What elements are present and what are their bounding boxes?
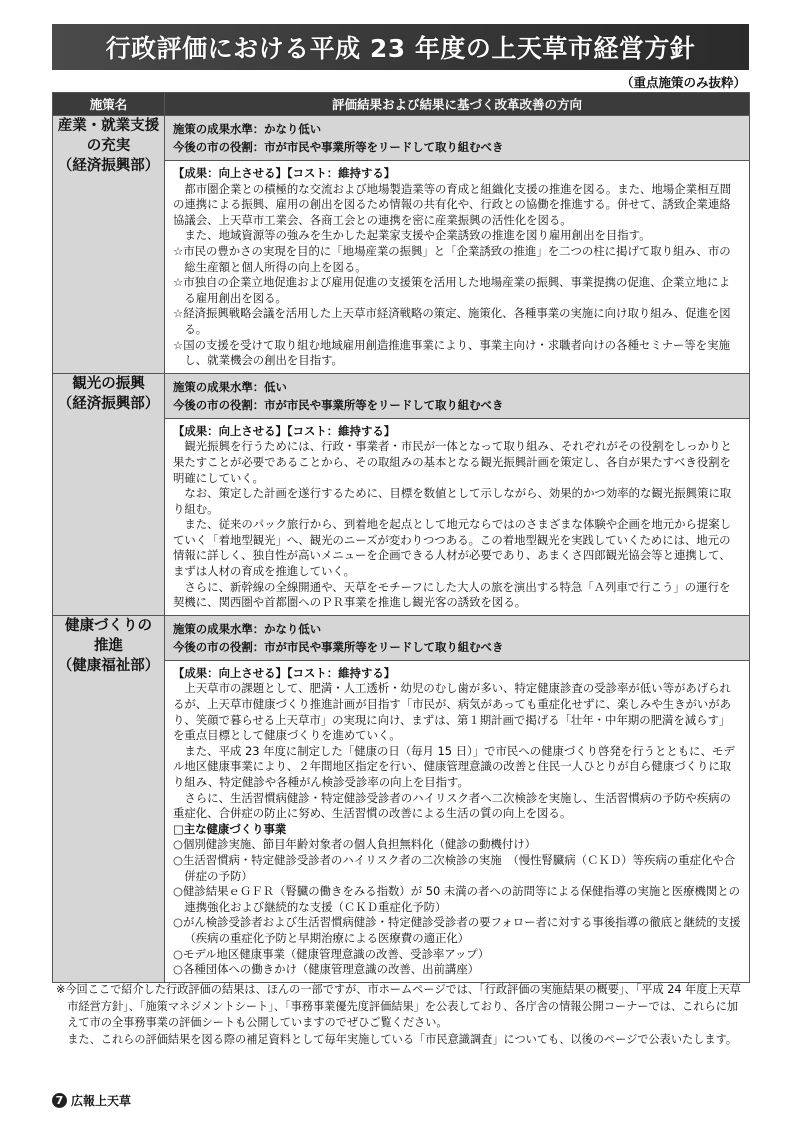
table-header-row [53,93,750,116]
policy-name-line: の充実 [86,138,131,154]
bullet-item: ○各種団体への働きかけ（健康管理意識の改善、出前講座） [173,962,480,977]
publication-name: 広報上天草 [71,1094,132,1108]
outcome-level-box [165,374,749,419]
outcome-level: 施策の成果水準：かなり低い [173,621,322,636]
evaluation-body [165,161,749,373]
direction-heading: 【成果：向上させる】【コスト：維持する】 [173,665,396,680]
policy-name-cell [53,373,165,615]
page-title: 行政評価における平成 23 年度の上天草市経営方針 [105,34,696,63]
policy-name-line: （経済振興部） [57,395,160,412]
bullet-item: ○健診結果ｅＧＦＲ（腎臓の働きをみる指数）が 50 未満の者への訪問等による保健指導の実施と医療機関との連携強化および継続的な支援（ＣＫＤ重症化予防） [173,884,741,914]
outcome-level-box [165,616,749,661]
paragraph: また、従来のパック旅行から、到着地を起点として地元ならではのさまざまな体験や企画を地元から提案していく「着地型観光」へ、観光のニーズが変わりつつある。この着地型観光を実践していくためには、地元の情報に詳しく、独自性が高いメニューを企画できる人材が必要であり、あまくさ四郎観光協会等と連携して、まずは人材の育成を推進していく。 [173,517,732,579]
evaluation-body [165,419,749,615]
policy-name-cell [53,615,165,982]
paragraph: 上天草市の課題として、肥満・人工透析・幼児のむし歯が多い、特定健康診査の受診率が低い等があげられるが、上天草市健康づくり推進計画が目指す「市民が、病気があっても重症化せずに、楽しみや生きがいがあり、笑顔で暮らせる上天草市」の実現に向け、まずは、第１期計画で掲げる「壮年・中年期の肥満を減らす」を重点目標として健康づくりを進めていく。 [173,681,732,743]
bullet-item: ☆経済振興戦略会議を活用した上天草市経済戦略の策定、施策化、各種事業の実施に向け取り組み、促進を図る。 [173,306,731,336]
bullet-item: ○個別健診実施、節目年齢対象者の個人負担無料化（健診の動機付け） [173,837,537,852]
bullet-item: ☆市民の豊かさの実現を目的に「地場産業の振興」と「企業誘致の推進」を二つの柱に掲げて取り組み、市の総生産額と個人所得の向上を図る。 [173,243,731,274]
header-evaluation: 評価結果および結果に基づく改革改善の方向 [165,93,750,116]
paragraph: 観光振興を行うためには、行政・事業者・市民が一体となって取り組み、それぞれがその役割をしっかりと果たすことが必要であることから、その取組みの基本となる観光振興計画を策定し、各自が果たすべき役割を明確にしていく。 [173,439,732,485]
table-row [53,373,750,615]
policy-name-line: 推進 [94,637,123,654]
paragraph: また、地域資源等の強みを生かした起業家支援や企業誘致の推進を図り雇用創出を目指す。 [184,228,651,243]
evaluation-cell [165,615,750,982]
paragraph: 都市圏企業との積極的な交流および地場製造業等の育成と組織化支援の推進を図る。また、地場企業相互間の連携による振興、雇用の創出を図るため情報の共有化や、行政との協働を推進する。併せて、誘致企業連絡協議会、上天草市工業会、各商工会との連携を密に産業振興の活性化を図る。 [173,181,732,227]
sub-heading: □主な健康づくり事業 [173,821,287,836]
footnote [56,982,748,1048]
policy-name-line: （健康福祉部） [57,657,160,674]
policy-table [52,92,750,983]
bullet-item: ☆市独自の企業立地促進および雇用促進の支援策を活用した地場産業の振興、事業提携の促進、企業立地による雇用創出を図る。 [173,275,730,305]
paragraph: また、平成 23 年度に制定した「健康の日（毎月 15 日）」で市民への健康づくり啓発を行うとともに、モデル地区健康事業により、２年間地区指定を行い、健康管理意識の改善と住民一人ひとりが自ら健康づくりに取り組み、特定健診や各種がん検診受診率の向上を目指す。 [173,743,735,789]
paragraph: さらに、生活習慣病健診・特定健診受診者のハイリスク者へ二次検診を実施し、生活習慣病の予防や疾病の重症化、合併症の防止に努め、生活習慣の改善による生活の質の向上を図る。 [173,790,731,821]
bullet-item: ○生活習慣病・特定健診受診者のハイリスク者の二次検診の実施 （慢性腎臓病（ＣＫＤ）等疾病の重症化や合併症の予防） [173,852,736,883]
policy-name-line: 産業・就業支援 [57,118,160,134]
outcome-level-box [165,116,749,161]
policy-name-line: （経済振興部） [57,158,160,174]
outcome-level: 施策の成果水準：かなり低い [173,122,322,136]
policy-name-line: 観光の振興 [72,375,145,392]
evaluation-body [165,661,749,982]
paragraph: さらに、新幹線の全線開通や、天草をモチーフにした大人の旅を演出する特急「Ａ列車で行こう」の運行を契機に、関西圏や首都圏へのＰＲ事業を推進し観光客の誘致を図る。 [173,579,731,610]
table-row [53,116,750,374]
direction-heading: 【成果：向上させる】【コスト：維持する】 [173,166,396,180]
city-role: 今後の市の役割：市が市民や事業所等をリードして取り組むべき [173,639,504,654]
evaluation-cell [165,373,750,615]
direction-heading: 【成果：向上させる】【コスト：維持する】 [173,423,396,438]
footnote-paragraph: ※今回ここで紹介した行政評価の結果は、ほんの一部ですが、市ホームページでは、「行政評価の実施結果の概要」、「平成 24 年度上天草市経営方針」、「施策マネジメントシート」、「事務事業優先度評価結果」を公表しており、各庁舎の情報公開コーナーでは、これらに加えて市の全事務事業の評価シートも公開していますのでぜひご覧ください。 [56,983,741,1029]
outcome-level: 施策の成果水準：低い [173,379,287,394]
policy-name-line: 健康づくりの [65,617,152,634]
bullet-item: ○モデル地区健康事業（健康管理意識の改善、受診率アップ） [173,946,490,961]
paragraph: なお、策定した計画を遂行するために、目標を数値として示しながら、効果的かつ効率的な観光振興策に取り組む。 [173,486,732,516]
page-number: 7 [52,1093,67,1108]
policy-name-cell [53,116,165,374]
bullet-item: ☆国の支援を受けて取り組む地域雇用創造推進事業により、事業主向け・求職者向けの各種セミナー等を実施し、就業機会の創出を目指す。 [173,337,730,368]
bullet-item: ○がん検診受診者および生活習慣病健診・特定健診受診者の要フォロー者に対する事後指導の徹底と継続的支援（疾病の重症化予防と早期治療による医療費の適正化） [173,915,741,945]
title-band [52,24,749,70]
city-role: 今後の市の役割：市が市民や事業所等をリードして取り組むべき [173,397,504,412]
footnote-paragraph: また、これらの評価結果を図る際の補足資料として毎年実施している「市民意識調査」についても、以後のページで公表いたします。 [67,1032,738,1046]
table-row [53,615,750,982]
page-footer [52,1092,131,1109]
evaluation-cell [165,116,750,374]
city-role: 今後の市の役割：市が市民や事業所等をリードして取り組むべき [173,140,504,154]
header-policy-name: 施策名 [53,93,165,116]
subtitle: （重点施策のみ抜粋） [620,75,746,90]
